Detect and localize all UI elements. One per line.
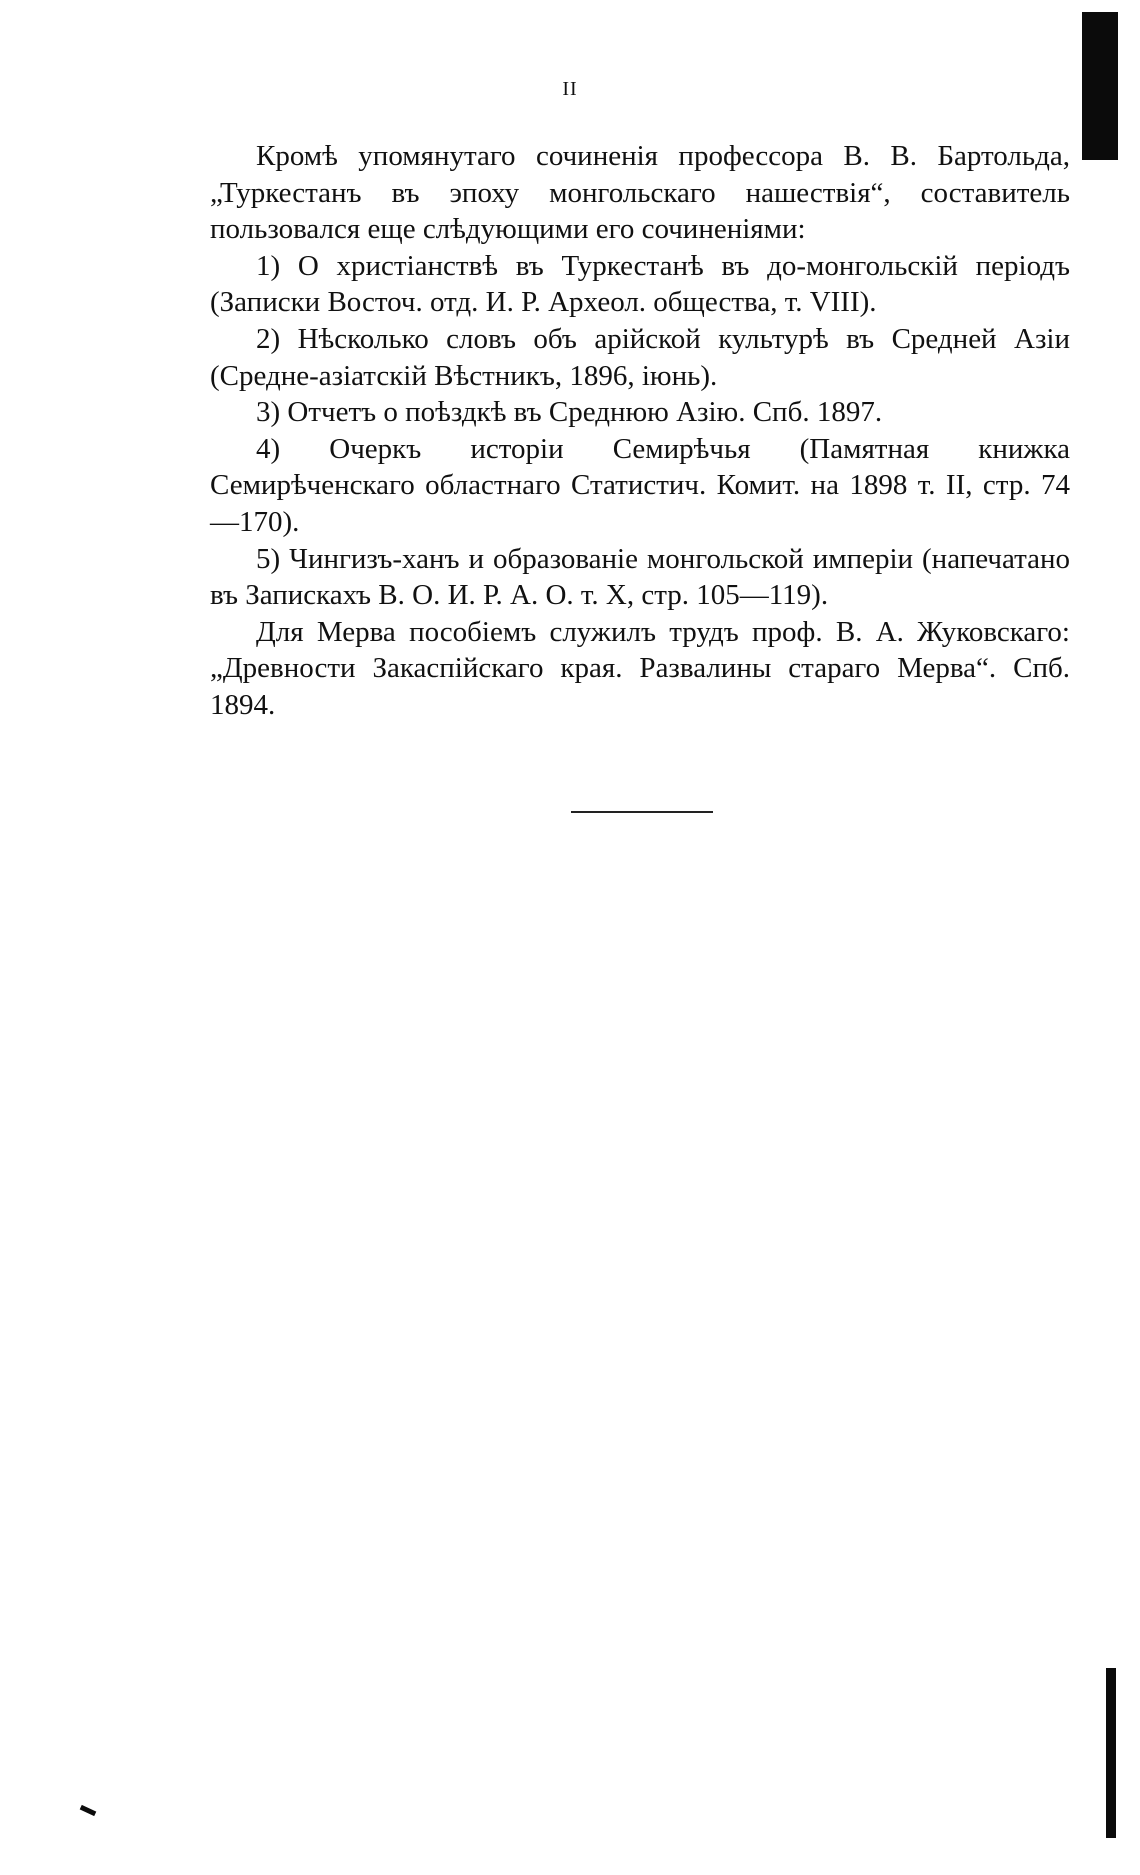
body-text bbox=[210, 138, 1070, 724]
paragraph-item-3: 3) Отчетъ о поѣздкѣ въ Среднюю Азію. Спб. 1897. bbox=[256, 396, 883, 429]
paragraph-item-2: 2) Нѣсколько словъ объ арійской культурѣ въ Средней Азіи (Средне-азіатскій Вѣстникъ, 1896, іюнь). bbox=[210, 322, 1070, 392]
page-number: II bbox=[562, 78, 578, 100]
paragraph-item-4: 4) Очеркъ исторіи Семирѣчья (Памятная книжка Семирѣченскаго областнаго Статистич. Комит. на 1898 т. II, стр. 74—170). bbox=[210, 432, 1070, 538]
scan-corner-mark bbox=[80, 1805, 97, 1816]
scan-edge-mark-top bbox=[1082, 12, 1118, 160]
scan-edge-mark-bottom bbox=[1106, 1668, 1116, 1838]
paragraph-merv: Для Мерва пособіемъ служилъ трудъ проф. В. А. Жуковскаго: „Древности Закаспійскаго края. Развалины стараго Мерва“. Спб. 1894. bbox=[210, 615, 1070, 721]
paragraph-intro: Кромѣ упомянутаго сочиненія профессора В. В. Бартольда, „Туркестанъ въ эпоху монгольскаго нашествія“, составитель пользовался еще слѣдующими его сочиненіями: bbox=[210, 140, 1070, 246]
paragraph-item-1: 1) О христіанствѣ въ Туркестанѣ въ до-монгольскій періодъ (Записки Восточ. отд. И. Р. Археол. общества, т. VIII). bbox=[210, 249, 1070, 319]
paragraph-item-5: 5) Чингизъ-ханъ и образованіе монгольской имперіи (напечатано въ Запискахъ В. О. И. Р. А. О. т. X, стр. 105—119). bbox=[210, 542, 1070, 612]
section-divider bbox=[571, 811, 713, 813]
